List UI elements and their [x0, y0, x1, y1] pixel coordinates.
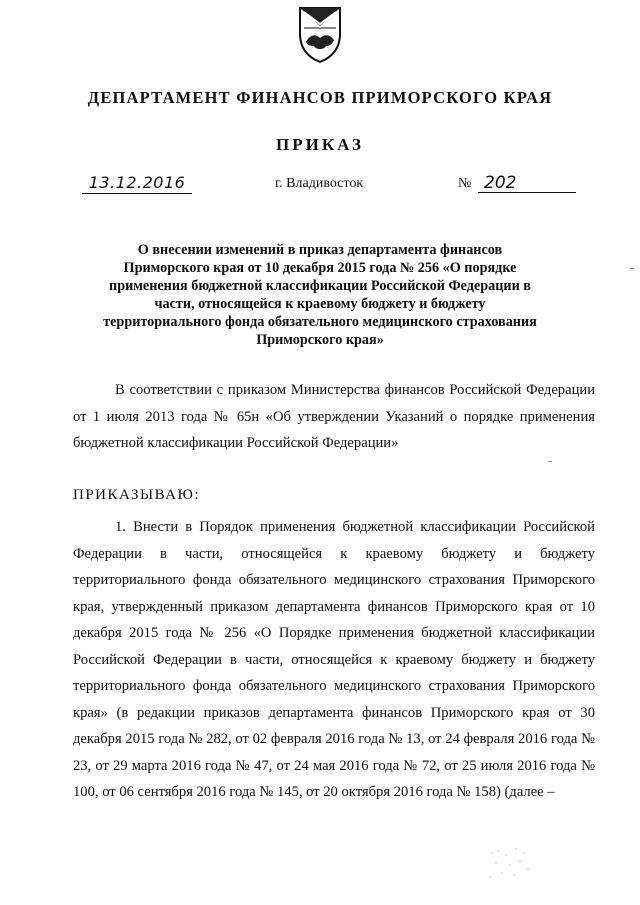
document-city: г. Владивосток: [275, 176, 364, 191]
document-number: 202: [478, 174, 576, 193]
scan-speck: [630, 268, 634, 269]
number-sign: №: [458, 176, 472, 191]
scan-speck: [548, 461, 552, 462]
department-name: ДЕПАРТАМЕНТ ФИНАНСОВ ПРИМОРСКОГО КРАЯ: [87, 88, 553, 107]
item-1-paragraph: 1. Внести в Порядок применения бюджетной классификации Российской Федерации в части, относящейся к краевому бюджету и бюджету территориального фонда обязательного медицинского страхования Приморского края, утвержденный приказом департамента финансов Приморского края от 10 декабря 2015 года № 256 «О Порядке применения бюджетной классификации Российской Федерации в части, относящейся к краевому бюджету и бюджету территориального фонда обязательного медицинского страхования Приморского края» (в редакции приказов департамента финансов Приморского края от 30 декабря 2015 года № 282, от 02 февраля 2016 года № 13, от 24 февраля 2016 года № 23, от 29 марта 2016 года № 47, от 24 мая 2016 года № 72, от 25 июля 2016 года № 100, от 06 сентября 2016 года № 145, от 20 октября 2016 года № 158) (далее –: [73, 519, 595, 800]
document-meta-row: [0, 174, 640, 198]
document-subject: О внесении изменений в приказ департамента финансов Приморского края от 10 декабря 2015 года № 256 «О порядке применения бюджетной классификации Российской Федерации в части, относящейся к краевому бюджету и бюджету территориального фонда обязательного медицинского страхования Приморского края»: [103, 242, 537, 348]
document-type-title: ПРИКАЗ: [276, 135, 364, 154]
preamble-paragraph: В соответствии с приказом Министерства финансов Российской Федерации от 1 июля 2013 года № 65н «Об утверждении Указаний о порядке применения бюджетной классификации Российской Федерации»: [73, 382, 595, 451]
faint-stamp-icon: [486, 843, 536, 883]
document-date: 13.12.2016: [82, 174, 192, 194]
coat-of-arms-emblem-icon: [296, 4, 344, 64]
order-word: ПРИКАЗЫВАЮ:: [73, 487, 201, 503]
